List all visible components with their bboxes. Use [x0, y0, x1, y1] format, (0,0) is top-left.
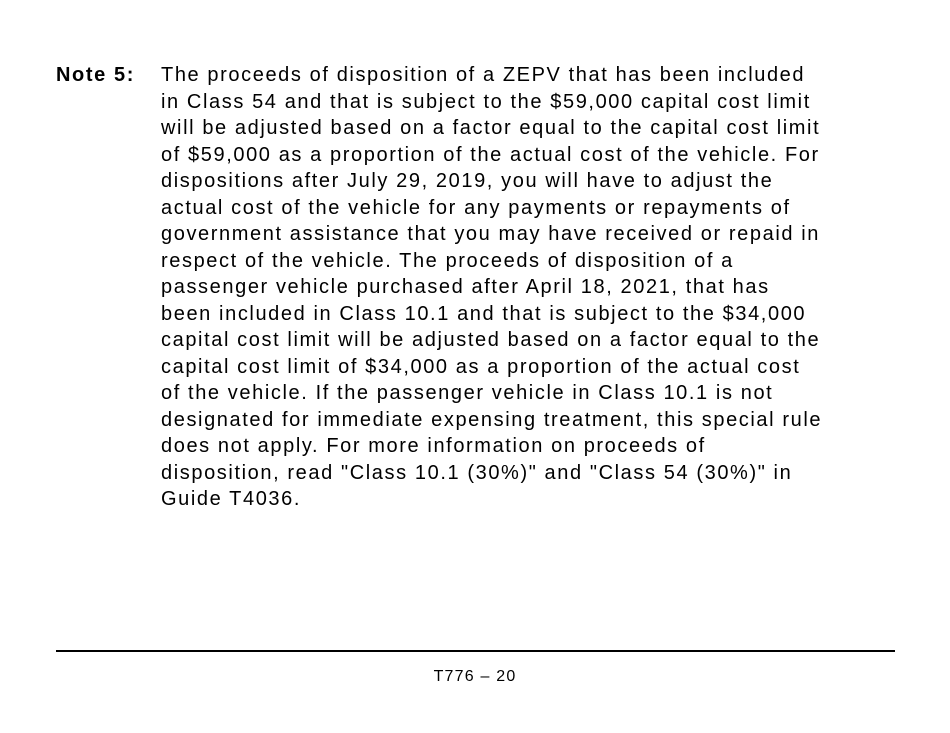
note-line: of the vehicle. If the passenger vehicle in Class 10.1 is not: [161, 382, 774, 404]
note-line: passenger vehicle purchased after April 18, 2021, that has: [161, 276, 770, 298]
footer-divider: [56, 650, 895, 652]
note-line: designated for immediate expensing treatment, this special rule: [161, 408, 823, 431]
note-line: will be adjusted based on a factor equal to the capital cost limit: [161, 117, 821, 139]
page-number: T776 – 20: [433, 668, 517, 685]
note-line: capital cost limit will be adjusted based on a factor equal to the: [161, 329, 821, 351]
note-line: of $59,000 as a proportion of the actual cost of the vehicle. For: [161, 143, 820, 166]
note-line: in Class 54 and that is subject to the $59,000 capital cost limit: [161, 90, 811, 113]
note-line: been included in Class 10.1 and that is subject to the $34,000: [161, 302, 807, 325]
note-line: does not apply. For more information on proceeds of: [161, 435, 706, 457]
note-label: Note 5:: [56, 64, 135, 86]
note-body: [161, 62, 921, 513]
note-line: dispositions after July 29, 2019, you will have to adjust the: [161, 170, 774, 192]
note-line: actual cost of the vehicle for any payments or repayments of: [161, 196, 791, 219]
note-line: government assistance that you may have received or repaid in: [161, 223, 821, 245]
note-line: The proceeds of disposition of a ZEPV that has been included: [161, 64, 806, 86]
note-line: disposition, read "Class 10.1 (30%)" and "Class 54 (30%)" in: [161, 461, 793, 484]
note-line: respect of the vehicle. The proceeds of disposition of a: [161, 249, 734, 272]
note-line: capital cost limit of $34,000 as a proportion of the actual cost: [161, 355, 801, 378]
note-line: Guide T4036.: [161, 488, 302, 510]
